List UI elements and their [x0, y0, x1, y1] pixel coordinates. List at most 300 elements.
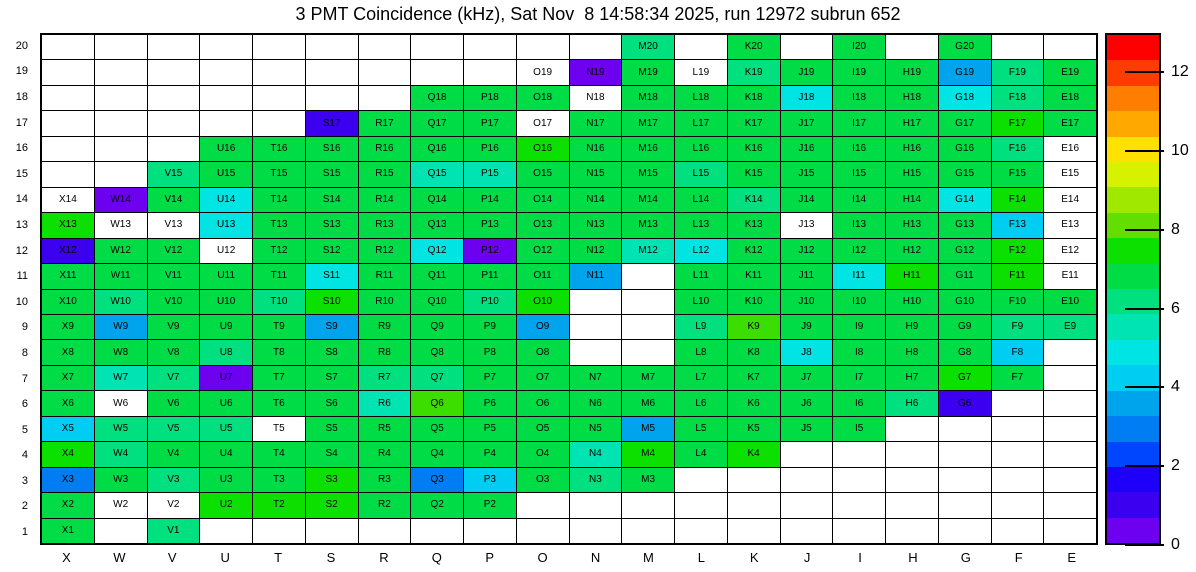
heatmap-cell-V20	[148, 35, 200, 59]
heatmap-cell-X19	[42, 60, 94, 84]
column-label-O: O	[537, 549, 548, 565]
heatmap-cell-S17: S17	[306, 111, 358, 135]
heatmap-cell-E9: E9	[1044, 315, 1096, 339]
heatmap-cell-O4: O4	[517, 442, 569, 466]
heatmap-cell-V13: V13	[148, 213, 200, 237]
heatmap-cell-Q15: Q15	[411, 162, 463, 186]
heatmap-cell-K11: K11	[728, 264, 780, 288]
colorbar-band-18	[1107, 492, 1159, 517]
heatmap-cell-I17: I17	[833, 111, 885, 135]
heatmap-cell-K12: K12	[728, 239, 780, 263]
colorbar-band-4	[1107, 137, 1159, 162]
colorbar-band-1	[1107, 60, 1159, 85]
heatmap-cell-I4	[833, 442, 885, 466]
heatmap-cell-N8	[570, 340, 622, 364]
heatmap-cell-J4	[781, 442, 833, 466]
heatmap-cell-S8: S8	[306, 340, 358, 364]
column-label-J: J	[803, 549, 811, 565]
column-label-X: X	[62, 549, 71, 565]
heatmap-cell-L2	[675, 493, 727, 517]
heatmap-cell-N18: N18	[570, 86, 622, 110]
heatmap-cell-V1: V1	[148, 519, 200, 543]
heatmap-cell-F20	[992, 35, 1044, 59]
heatmap-cell-X6: X6	[42, 391, 94, 415]
heatmap-cell-K4: K4	[728, 442, 780, 466]
heatmap-cell-Q1	[411, 519, 463, 543]
heatmap-cell-L14: L14	[675, 188, 727, 212]
heatmap-cell-X3: X3	[42, 468, 94, 492]
heatmap-cell-T6: T6	[253, 391, 305, 415]
heatmap-cell-V9: V9	[148, 315, 200, 339]
heatmap-cell-L19: L19	[675, 60, 727, 84]
heatmap-cell-K13: K13	[728, 213, 780, 237]
heatmap-cell-M14: M14	[622, 188, 674, 212]
heatmap-cell-P13: P13	[464, 213, 516, 237]
heatmap-cell-F9: F9	[992, 315, 1044, 339]
heatmap-cell-L15: L15	[675, 162, 727, 186]
heatmap-cell-N11: N11	[570, 264, 622, 288]
heatmap-cell-L4: L4	[675, 442, 727, 466]
heatmap-cell-G14: G14	[939, 188, 991, 212]
heatmap-cell-E7	[1044, 366, 1096, 390]
heatmap-cell-S15: S15	[306, 162, 358, 186]
colorbar-band-7	[1107, 213, 1159, 238]
heatmap-cell-T3: T3	[253, 468, 305, 492]
column-label-K: K	[749, 549, 759, 565]
heatmap-cell-O5: O5	[517, 417, 569, 441]
colorbar-tick-label-2: 2	[1171, 457, 1180, 475]
heatmap-cell-S6: S6	[306, 391, 358, 415]
heatmap-cell-I3	[833, 468, 885, 492]
heatmap-cell-K10: K10	[728, 290, 780, 314]
row-label-13: 13	[15, 218, 28, 231]
heatmap-cell-H9: H9	[886, 315, 938, 339]
heatmap-cell-E14: E14	[1044, 188, 1096, 212]
heatmap-cell-Q3: Q3	[411, 468, 463, 492]
heatmap-cell-O12: O12	[517, 239, 569, 263]
heatmap-cell-G19: G19	[939, 60, 991, 84]
column-label-R: R	[379, 549, 389, 565]
heatmap-cell-G20: G20	[939, 35, 991, 59]
heatmap-cell-Q19	[411, 60, 463, 84]
heatmap-cell-O13: O13	[517, 213, 569, 237]
heatmap-cell-X18	[42, 86, 94, 110]
heatmap-cell-E13: E13	[1044, 213, 1096, 237]
heatmap-cell-M16: M16	[622, 137, 674, 161]
column-label-M: M	[643, 549, 654, 565]
heatmap-cell-Q4: Q4	[411, 442, 463, 466]
heatmap-cell-H17: H17	[886, 111, 938, 135]
heatmap-cell-N20	[570, 35, 622, 59]
heatmap-cell-O17: O17	[517, 111, 569, 135]
heatmap-cell-X9: X9	[42, 315, 94, 339]
heatmap-cell-V15: V15	[148, 162, 200, 186]
heatmap-cell-J8: J8	[781, 340, 833, 364]
heatmap-cell-V5: V5	[148, 417, 200, 441]
colorbar-tick-label-6: 6	[1171, 299, 1180, 317]
column-label-F: F	[1014, 549, 1023, 565]
row-label-20: 20	[15, 39, 28, 52]
heatmap-cell-T11: T11	[253, 264, 305, 288]
heatmap-cell-V12: V12	[148, 239, 200, 263]
heatmap-cell-T16: T16	[253, 137, 305, 161]
heatmap-cell-Q14: Q14	[411, 188, 463, 212]
heatmap-cell-W11: W11	[95, 264, 147, 288]
heatmap-cell-I9: I9	[833, 315, 885, 339]
heatmap-cell-T10: T10	[253, 290, 305, 314]
heatmap-cell-V14: V14	[148, 188, 200, 212]
heatmap-cell-J14: J14	[781, 188, 833, 212]
heatmap-cell-M4: M4	[622, 442, 674, 466]
heatmap-cell-R4: R4	[359, 442, 411, 466]
heatmap-cell-M8	[622, 340, 674, 364]
heatmap-cell-G13: G13	[939, 213, 991, 237]
heatmap-cell-W15	[95, 162, 147, 186]
row-label-6: 6	[21, 398, 28, 411]
heatmap-cell-M9	[622, 315, 674, 339]
heatmap-cell-W14: W14	[95, 188, 147, 212]
heatmap-cell-J20	[781, 35, 833, 59]
row-label-3: 3	[21, 474, 28, 487]
heatmap-cell-P11: P11	[464, 264, 516, 288]
heatmap-cell-T19	[253, 60, 305, 84]
heatmap-cell-X17	[42, 111, 94, 135]
heatmap-cell-R14: R14	[359, 188, 411, 212]
colorbar-band-19	[1107, 518, 1159, 543]
heatmap-cell-T14: T14	[253, 188, 305, 212]
heatmap-cell-V8: V8	[148, 340, 200, 364]
heatmap-cell-O3: O3	[517, 468, 569, 492]
heatmap-cell-G15: G15	[939, 162, 991, 186]
heatmap-cell-K14: K14	[728, 188, 780, 212]
heatmap-cell-W2: W2	[95, 493, 147, 517]
heatmap-cell-H10: H10	[886, 290, 938, 314]
heatmap-cell-U15: U15	[200, 162, 252, 186]
column-label-Q: Q	[431, 549, 442, 565]
colorbar-band-5	[1107, 162, 1159, 187]
heatmap-cell-G9: G9	[939, 315, 991, 339]
heatmap-cell-U16: U16	[200, 137, 252, 161]
heatmap-cell-O11: O11	[517, 264, 569, 288]
heatmap-cell-T7: T7	[253, 366, 305, 390]
heatmap-cell-P16: P16	[464, 137, 516, 161]
heatmap-cell-W6: W6	[95, 391, 147, 415]
heatmap-cell-K15: K15	[728, 162, 780, 186]
heatmap-cell-R7: R7	[359, 366, 411, 390]
heatmap-cell-J12: J12	[781, 239, 833, 263]
row-label-16: 16	[15, 142, 28, 155]
heatmap-cell-F11: F11	[992, 264, 1044, 288]
heatmap-cell-X16	[42, 137, 94, 161]
heatmap-cell-E12: E12	[1044, 239, 1096, 263]
heatmap-cell-L8: L8	[675, 340, 727, 364]
heatmap-cell-E8	[1044, 340, 1096, 364]
heatmap-cell-S20	[306, 35, 358, 59]
heatmap-cell-H13: H13	[886, 213, 938, 237]
heatmap-cell-W10: W10	[95, 290, 147, 314]
heatmap-cell-F14: F14	[992, 188, 1044, 212]
heatmap-cell-Q13: Q13	[411, 213, 463, 237]
column-label-G: G	[960, 549, 971, 565]
heatmap-cell-R17: R17	[359, 111, 411, 135]
column-label-T: T	[274, 549, 283, 565]
heatmap-cell-K3	[728, 468, 780, 492]
heatmap-cell-F10: F10	[992, 290, 1044, 314]
heatmap-cell-S12: S12	[306, 239, 358, 263]
heatmap-cell-J7: J7	[781, 366, 833, 390]
heatmap-cell-N19: N19	[570, 60, 622, 84]
colorbar-band-9	[1107, 264, 1159, 289]
heatmap-cell-H5	[886, 417, 938, 441]
heatmap-cell-Q17: Q17	[411, 111, 463, 135]
heatmap-cell-V4: V4	[148, 442, 200, 466]
heatmap-cell-I15: I15	[833, 162, 885, 186]
heatmap-cell-J1	[781, 519, 833, 543]
column-label-S: S	[326, 549, 336, 565]
heatmap-cell-N17: N17	[570, 111, 622, 135]
heatmap-cell-S5: S5	[306, 417, 358, 441]
heatmap-cell-M12: M12	[622, 239, 674, 263]
heatmap-cell-S3: S3	[306, 468, 358, 492]
heatmap-cell-R6: R6	[359, 391, 411, 415]
heatmap-cell-U9: U9	[200, 315, 252, 339]
heatmap-cell-G5	[939, 417, 991, 441]
heatmap-cell-X20	[42, 35, 94, 59]
heatmap-cell-P4: P4	[464, 442, 516, 466]
row-label-2: 2	[21, 500, 28, 513]
heatmap-cell-F12: F12	[992, 239, 1044, 263]
colorbar-band-13	[1107, 365, 1159, 390]
heatmap-cell-R1	[359, 519, 411, 543]
heatmap-cell-W16	[95, 137, 147, 161]
heatmap-cell-O18: O18	[517, 86, 569, 110]
heatmap-cell-T18	[253, 86, 305, 110]
heatmap-cell-L7: L7	[675, 366, 727, 390]
row-label-4: 4	[21, 449, 28, 462]
heatmap-cell-N14: N14	[570, 188, 622, 212]
heatmap-cell-H19: H19	[886, 60, 938, 84]
column-label-U: U	[220, 549, 230, 565]
heatmap-cell-K20: K20	[728, 35, 780, 59]
heatmap-cell-J17: J17	[781, 111, 833, 135]
heatmap-cell-P5: P5	[464, 417, 516, 441]
heatmap-cell-P10: P10	[464, 290, 516, 314]
heatmap-cell-L6: L6	[675, 391, 727, 415]
heatmap-cell-S13: S13	[306, 213, 358, 237]
heatmap-cell-M5: M5	[622, 417, 674, 441]
heatmap-cell-R3: R3	[359, 468, 411, 492]
heatmap-cell-W3: W3	[95, 468, 147, 492]
heatmap-cell-R9: R9	[359, 315, 411, 339]
heatmap-cell-T2: T2	[253, 493, 305, 517]
heatmap-cell-W18	[95, 86, 147, 110]
heatmap-cell-I1	[833, 519, 885, 543]
heatmap-cell-X12: X12	[42, 239, 94, 263]
heatmap-cell-S7: S7	[306, 366, 358, 390]
heatmap-cell-O10: O10	[517, 290, 569, 314]
row-label-14: 14	[15, 193, 28, 206]
colorbar-band-3	[1107, 111, 1159, 136]
heatmap-cell-S16: S16	[306, 137, 358, 161]
heatmap-cell-K16: K16	[728, 137, 780, 161]
heatmap-cell-U2: U2	[200, 493, 252, 517]
row-label-17: 17	[15, 116, 28, 129]
heatmap-cell-R11: R11	[359, 264, 411, 288]
heatmap-cell-E5	[1044, 417, 1096, 441]
heatmap-cell-I11: I11	[833, 264, 885, 288]
colorbar-tick-label-4: 4	[1171, 378, 1180, 396]
colorbar-band-14	[1107, 391, 1159, 416]
heatmap-cell-N16: N16	[570, 137, 622, 161]
heatmap-cell-N9	[570, 315, 622, 339]
colorbar-band-2	[1107, 86, 1159, 111]
colorbar-band-12	[1107, 340, 1159, 365]
colorbar-band-15	[1107, 416, 1159, 441]
heatmap-cell-G4	[939, 442, 991, 466]
heatmap-cell-E4	[1044, 442, 1096, 466]
heatmap-cell-F3	[992, 468, 1044, 492]
heatmap-cell-T5: T5	[253, 417, 305, 441]
heatmap-cell-E19: E19	[1044, 60, 1096, 84]
heatmap-cell-P7: P7	[464, 366, 516, 390]
heatmap-cell-P2: P2	[464, 493, 516, 517]
heatmap-cell-F5	[992, 417, 1044, 441]
heatmap-cell-O8: O8	[517, 340, 569, 364]
heatmap-cell-P1	[464, 519, 516, 543]
heatmap-cell-G17: G17	[939, 111, 991, 135]
heatmap-cell-I5: I5	[833, 417, 885, 441]
heatmap-cell-R10: R10	[359, 290, 411, 314]
heatmap-cell-O15: O15	[517, 162, 569, 186]
column-label-H: H	[908, 549, 918, 565]
heatmap-cell-L3	[675, 468, 727, 492]
heatmap-cell-T17	[253, 111, 305, 135]
heatmap-cell-H6: H6	[886, 391, 938, 415]
heatmap-cell-T4: T4	[253, 442, 305, 466]
heatmap-cell-N13: N13	[570, 213, 622, 237]
heatmap-cell-V2: V2	[148, 493, 200, 517]
heatmap-cell-Q12: Q12	[411, 239, 463, 263]
heatmap-cell-H12: H12	[886, 239, 938, 263]
heatmap-cell-G16: G16	[939, 137, 991, 161]
heatmap-cell-H14: H14	[886, 188, 938, 212]
heatmap-cell-U6: U6	[200, 391, 252, 415]
heatmap-cell-F19: F19	[992, 60, 1044, 84]
heatmap-cell-I8: I8	[833, 340, 885, 364]
column-label-N: N	[590, 549, 601, 565]
heatmap-cell-E11: E11	[1044, 264, 1096, 288]
heatmap-cell-I7: I7	[833, 366, 885, 390]
colorbar	[1105, 33, 1161, 545]
heatmap-cell-W19	[95, 60, 147, 84]
heatmap-cell-E1	[1044, 519, 1096, 543]
heatmap-cell-Q7: Q7	[411, 366, 463, 390]
heatmap-cell-E20	[1044, 35, 1096, 59]
heatmap-cell-G10: G10	[939, 290, 991, 314]
heatmap-cell-W9: W9	[95, 315, 147, 339]
column-label-V: V	[167, 549, 177, 565]
heatmap-cell-E15: E15	[1044, 162, 1096, 186]
colorbar-band-16	[1107, 442, 1159, 467]
heatmap-cell-I20: I20	[833, 35, 885, 59]
heatmap-cell-H1	[886, 519, 938, 543]
heatmap-cell-W1	[95, 519, 147, 543]
heatmap-cell-L9: L9	[675, 315, 727, 339]
heatmap-cell-R12: R12	[359, 239, 411, 263]
heatmap-cell-X7: X7	[42, 366, 94, 390]
heatmap-cell-W4: W4	[95, 442, 147, 466]
heatmap-cell-P15: P15	[464, 162, 516, 186]
heatmap-cell-X13: X13	[42, 213, 94, 237]
row-label-19: 19	[15, 65, 28, 78]
heatmap-cell-J18: J18	[781, 86, 833, 110]
heatmap-cell-M17: M17	[622, 111, 674, 135]
heatmap-cell-W7: W7	[95, 366, 147, 390]
heatmap-cell-H8: H8	[886, 340, 938, 364]
heatmap-cell-R8: R8	[359, 340, 411, 364]
heatmap-cell-U20	[200, 35, 252, 59]
heatmap-cell-E10: E10	[1044, 290, 1096, 314]
heatmap-cell-P3: P3	[464, 468, 516, 492]
heatmap-cell-X14: X14	[42, 188, 94, 212]
heatmap-cell-N3: N3	[570, 468, 622, 492]
heatmap-cell-Q18: Q18	[411, 86, 463, 110]
heatmap-cell-U14: U14	[200, 188, 252, 212]
row-label-9: 9	[21, 321, 28, 334]
heatmap-cell-L11: L11	[675, 264, 727, 288]
heatmap-cell-N4: N4	[570, 442, 622, 466]
heatmap-cell-L20	[675, 35, 727, 59]
colorbar-tick-label-8: 8	[1171, 220, 1180, 238]
heatmap-cell-P19	[464, 60, 516, 84]
column-label-I: I	[858, 549, 862, 565]
heatmap-cell-G1	[939, 519, 991, 543]
heatmap-cell-R2: R2	[359, 493, 411, 517]
heatmap-cell-Q10: Q10	[411, 290, 463, 314]
heatmap-cell-U11: U11	[200, 264, 252, 288]
heatmap-cell-N10	[570, 290, 622, 314]
heatmap-cell-M7: M7	[622, 366, 674, 390]
row-label-8: 8	[21, 346, 28, 359]
column-label-E: E	[1067, 549, 1076, 565]
heatmap-cell-R18	[359, 86, 411, 110]
heatmap-cell-V7: V7	[148, 366, 200, 390]
column-axis	[40, 548, 1098, 566]
heatmap-cell-T13: T13	[253, 213, 305, 237]
heatmap-cell-H4	[886, 442, 938, 466]
heatmap-cell-Q5: Q5	[411, 417, 463, 441]
heatmap-cell-T12: T12	[253, 239, 305, 263]
heatmap-cell-Q6: Q6	[411, 391, 463, 415]
heatmap-cell-K7: K7	[728, 366, 780, 390]
heatmap-cell-X4: X4	[42, 442, 94, 466]
heatmap-cell-S9: S9	[306, 315, 358, 339]
heatmap-cell-L18: L18	[675, 86, 727, 110]
heatmap-cell-K2	[728, 493, 780, 517]
heatmap-cell-U5: U5	[200, 417, 252, 441]
heatmap-cell-J13: J13	[781, 213, 833, 237]
heatmap-cell-N6: N6	[570, 391, 622, 415]
heatmap-cell-E2	[1044, 493, 1096, 517]
heatmap-cell-G18: G18	[939, 86, 991, 110]
heatmap-cell-R16: R16	[359, 137, 411, 161]
heatmap-cell-E6	[1044, 391, 1096, 415]
row-label-1: 1	[21, 526, 28, 539]
heatmap-cell-G11: G11	[939, 264, 991, 288]
heatmap-cell-W13: W13	[95, 213, 147, 237]
heatmap-cell-W8: W8	[95, 340, 147, 364]
heatmap-cell-H18: H18	[886, 86, 938, 110]
